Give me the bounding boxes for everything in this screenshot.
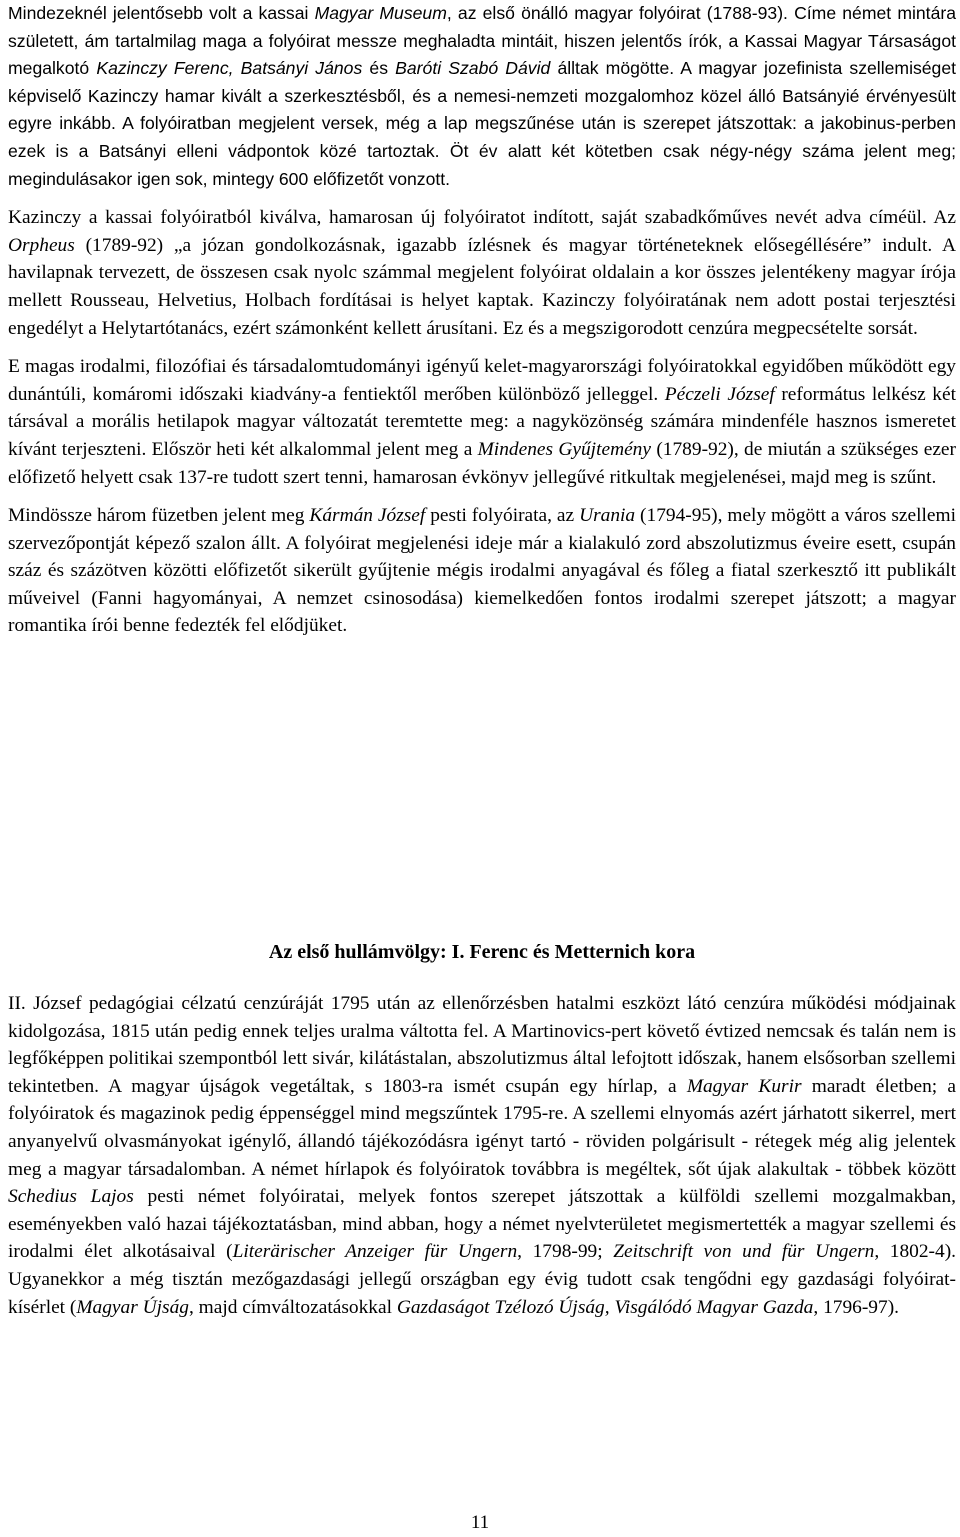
text-run: , az első önálló magyar folyóirat (1788-93). Címe német mintára született, ám tartalmilag maga a folyóirat messze meghaladta mintáit, hiszen jelentős írók, a Kassai Magyar Társaságot megalkotó [8, 3, 956, 79]
document-page [8, 0, 957, 1318]
italic-title: Zeitschrift von und für Ungern [613, 1241, 875, 1263]
section-paragraph-container [8, 990, 956, 1321]
text-run: , 1802-4). Ugyanekkor a még tisztán mezőgazdasági jellegű országban egy évig tudott csak tengődni egy gazdasági folyóirat-kísérlet ( [8, 1241, 956, 1318]
italic-title: Mindenes Gyűjtemény [477, 438, 651, 460]
section-heading: Az első hullámvölgy: I. Ferenc és Metternich kora [268, 941, 696, 963]
text-run: Kazinczy a kassai folyóiratból kiválva, hamarosan új folyóiratot indított, saját szabadkőműves nevét adva címéül. Az [8, 207, 956, 229]
italic-title: Literärischer Anzeiger für Ungern [232, 1241, 518, 1263]
paragraph-gap [8, 491, 956, 502]
paragraph-2 [8, 204, 956, 342]
italic-title: Gazdaságot Tzélozó Újság, Visgálódó Magyar Gazda [396, 1296, 814, 1318]
italic-title: Schedius Lajos [8, 1186, 134, 1208]
text-run: álltak mögötte. A magyar jozefinista szellemiséget képviselő Kazinczy hamar kivált a szerkesztésből, és a nemesi-nemzeti mozgalomhoz közel álló Batsányié érvényesült egyre inkább. A folyóiratban megjelent versek, még a lap megszűnése után is szerepet játszottak: a jakobinus-perben ezek is a Batsányi elleni vádpontok közé tartoztak. Öt év alatt két kötetben csak négy-négy száma jelent meg; megindulásakor igen sok, mintegy 600 előfizetőt vonzott. [8, 58, 957, 189]
paragraph-4 [8, 502, 956, 640]
text-run: (1789-92) „a józan gondolkozásnak, igazabb ízlésnek és magyar történeteknek elősegéllésére” indult. A havilapnak tervezett, de összesen csak nyolc számmal megjelent folyóirat oldalain a kor összes jelentékeny magyar írója mellett Rousseau, Helvetius, Holbach fordításai is helyet kaptak. Kazinczy folyóiratának nem adott postai terjesztési engedélyt a Helytartótanács, ezért számonként kellett árusítani. Ez és a megszigorodott cenzúra megpecsételte sorsát. [8, 234, 956, 339]
italic-title: Magyar Museum [314, 3, 447, 23]
paragraph-3 [8, 353, 956, 491]
page-number: 11 [470, 1512, 490, 1533]
italic-title: Urania [579, 505, 636, 527]
italic-title: Magyar Kurir [686, 1075, 802, 1097]
paragraph-gap [8, 193, 956, 204]
text-run: E magas irodalmi, filozófiai és társadalomtudományi igényű kelet-magyarországi folyóiratokkal egyidőben működött egy dunántúli, komáromi időszaki kiadvány-a fentiektől merőben különböző jelleggel. [8, 356, 956, 405]
text-run: (1794-95), mely mögött a város szellemi szervezőpontját képező szalon állt. A folyóirat megjelenési ideje már a kialakuló zord abszolutizmus éveire esett, csupán száz és százötven közötti előfizetőt sikerült gyűjtenie mégis irodalmi anyagával és főleg a fiatal szerkesztő itt publikált műveivel (Fanni hagyományai, A nemzet csinosodása) kiemelkedően fontos irodalmi szerepet játszott; a magyar romantika írói benne fedezték fel elődjüket. [8, 505, 956, 637]
italic-title: Kazinczy Ferenc, Batsányi János [96, 58, 363, 79]
text-run: és [362, 58, 396, 79]
body-paragraphs [8, 0, 956, 640]
italic-title: Orpheus [8, 234, 75, 256]
text-run: (1789-92), de miután a szükséges ezer előfizető helyett csak 137-re tudott szert tenni, hamarosan évkönyv jellegűvé ritkultak megjelenései, majd meg is szűnt. [8, 438, 956, 488]
italic-title: Kármán József [309, 505, 426, 527]
section-paragraph [8, 990, 956, 1321]
italic-title: Magyar Újság [76, 1296, 189, 1318]
text-run: maradt életben; a folyóiratok és magazinok pedig éppenséggel mind megszűntek 1795-re. A szellemi elnyomás azért járhatott sikerrel, mert anyanyelvű olvasmányokat igénylő, állandó tájékozódásra igényt tartó - röviden polgárisult - rétegek még alig jelentek meg a magyar társadalomban. A német hírlapok és folyóiratok továbbra is megéltek, sőt újak alakultak - többek között [8, 1075, 956, 1180]
text-run: református lelkész két társával a morális hetilapok magyar változatát teremtette meg: a nagyközönség számára mindenféle hasznos ismeretet kívánt terjeszteni. Először heti két alkalommal jelent meg a [8, 383, 956, 460]
text-run: Mindössze három füzetben jelent meg [8, 505, 310, 527]
paragraph-1 [8, 0, 956, 193]
text-run: pesti folyóirata, az [425, 505, 580, 527]
text-run: pesti német folyóiratai, melyek fontos szerepet játszottak a külföldi szellemi mozgalmakban, eseményekben való hazai tájékoztatásban, mind abban, hogy a német nyelvterületet megismertették a magyar szellemi és irodalmi élet alkotásaival ( [8, 1186, 956, 1263]
text-run: , majd címváltozatásokkal [188, 1296, 397, 1318]
section-body [8, 990, 956, 1321]
text-run: , 1798-99; [517, 1241, 614, 1263]
italic-title: Péczeli József [664, 383, 775, 405]
paragraph-gap [8, 342, 956, 353]
italic-title: Baróti Szabó Dávid [395, 58, 551, 79]
section-heading-wrap [8, 938, 956, 966]
text-run: , 1796-97). [813, 1296, 900, 1318]
text-run: II. József pedagógiai célzatú cenzúráját 1795 után az ellenőrzésben hatalmi eszközt látó cenzúra működési módjainak kidolgozása, 1815 után pedig ennek teljes uralma váltotta fel. A Martinovics-pert követő évtized nemcsak és talán nem is legfőképpen politikai szempontból lett sivár, kilátástalan, abszolutizmus által lefojtott időszak, hanem elsősorban szellemi tekintetben. A magyar újságok vegetáltak, s 1803-ra ismét csupán egy hírlap, a [8, 993, 956, 1097]
text-run: Mindezeknél jelentősebb volt a kassai [8, 3, 315, 23]
